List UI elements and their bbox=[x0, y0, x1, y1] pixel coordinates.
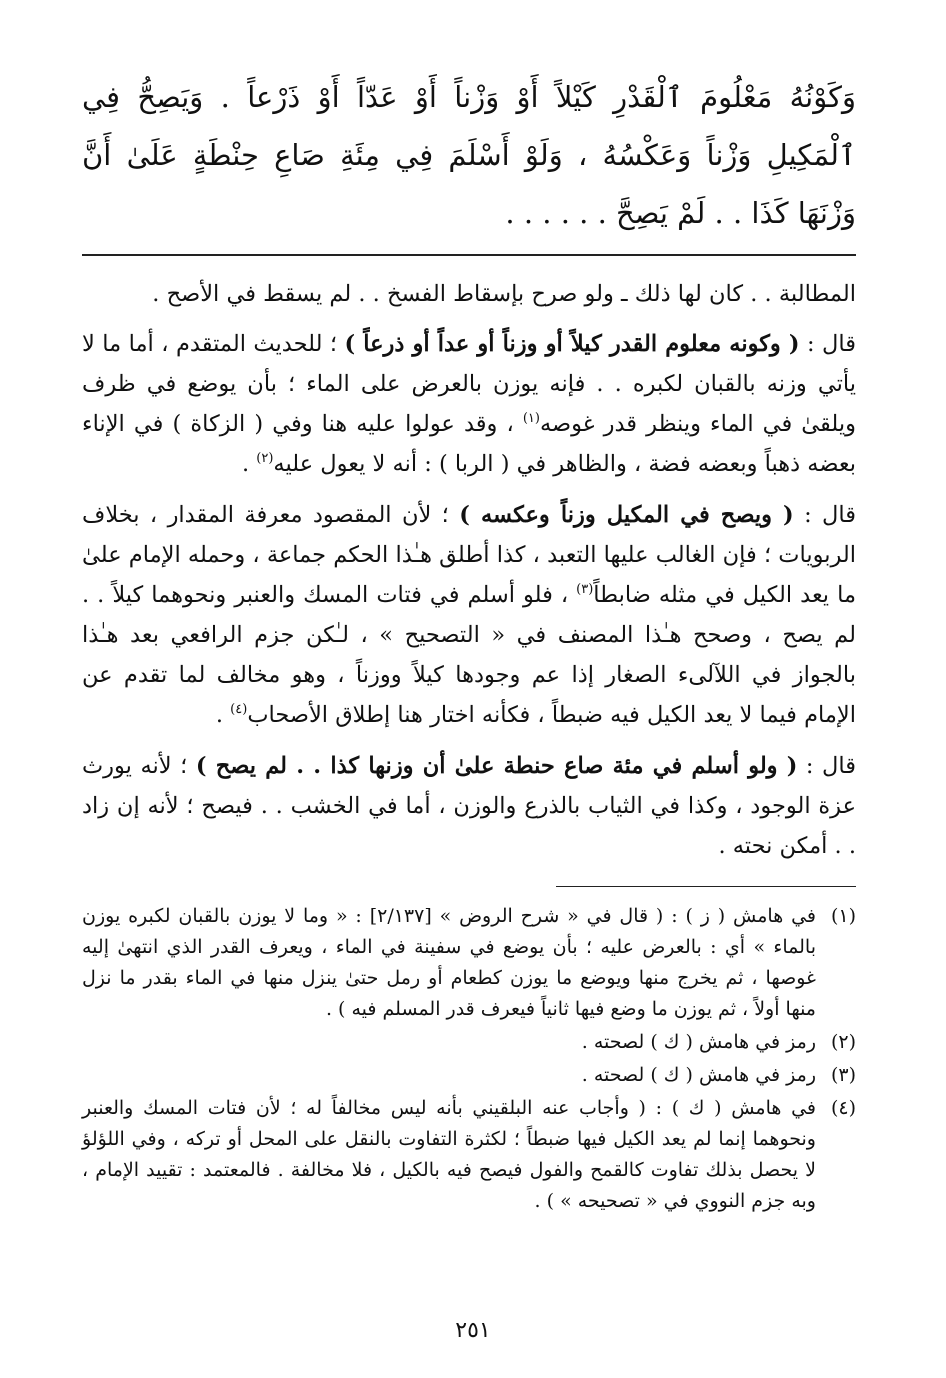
commentary-paragraph-2 bbox=[82, 495, 856, 735]
commentary-paragraph-3 bbox=[82, 746, 856, 866]
footnote bbox=[82, 901, 856, 1025]
footnote-ref[interactable]: (٤) bbox=[230, 702, 248, 717]
qala-label: قال : bbox=[799, 331, 856, 357]
footnote-ref[interactable]: (١) bbox=[522, 411, 540, 426]
footnote-text: رمز في هامش ( ك ) لصحته . bbox=[581, 1031, 816, 1053]
footnote-number: (٤) bbox=[830, 1097, 856, 1119]
commentary-end: . bbox=[241, 451, 257, 477]
qala-label: قال : bbox=[797, 753, 857, 779]
page-number: ٢٥١ bbox=[455, 1318, 491, 1343]
commentary-end: . bbox=[215, 702, 231, 728]
footnotes-divider bbox=[556, 886, 856, 887]
footnote-number: (١) bbox=[830, 905, 856, 927]
commentary-paragraph-0: المطالبة . . كان لها ذلك ـ ولو صرح بإسقاط الفسخ . . لم يسقط في الأصح . bbox=[152, 281, 856, 307]
footnote-ref[interactable]: (٢) bbox=[256, 451, 274, 466]
commentary-body: ؛ للحديث المتقدم ، أما ما لا يأتي وزنه بالقبان لكبره . . فإنه يوزن بالعرض على الماء ؛ بأن يوضع في ظرف ويلقىٰ في الماء وينظر قدر غوصه bbox=[82, 331, 857, 437]
commentary-paragraph-1 bbox=[82, 324, 856, 484]
footnote bbox=[82, 1060, 856, 1091]
footnote-text: في هامش ( ك ) : ( وأجاب عنه البلقيني بأنه ليس مخالفاً له ؛ لأن فتات المسك والعنبر ونحوهما إنما لم يعد الكيل فيها ضبطاً ؛ لكثرة التفاوت بالنقل على المحل أو تركه ، وفي اللؤلؤ لا يحصل بذلك تفاوت كالقمح والفول فيصح فيه بالكيل ، فلا مخالفة . فالمعتمد : تقييد الإمام ، وبه جزم النووي في « تصحيحه » ) . bbox=[82, 1097, 816, 1212]
qala-label: قال : bbox=[793, 502, 856, 528]
footnote-number: (٣) bbox=[830, 1064, 856, 1086]
matn-divider bbox=[82, 254, 856, 256]
commentary bbox=[82, 274, 856, 866]
footnote bbox=[82, 1027, 856, 1058]
matn-quote: ( ويصح في المكيل وزناً وعكسه ) bbox=[459, 502, 794, 528]
matn-quote: ( وكونه معلوم القدر كيلاً أو وزناً أو عداً أو ذرعاً ) bbox=[344, 331, 800, 357]
footnotes bbox=[82, 901, 856, 1217]
commentary-body: ؛ لأن المقصود معرفة المقدار ، بخلاف الربويات ؛ فإن الغالب عليها التعبد ، كذا أطلق هـٰذا الحكم جماعة ، وحمله الإمام علىٰ ما يعد الكيل في مثله ضابطاً bbox=[82, 502, 856, 608]
footnote-number: (٢) bbox=[830, 1031, 856, 1053]
matn-quote: ( ولو أسلم في مئة صاع حنطة علىٰ أن وزنها كذا . . لم يصح ) bbox=[195, 753, 798, 779]
footnote-text: رمز في هامش ( ك ) لصحته . bbox=[581, 1064, 816, 1086]
commentary-body: ، فلو أسلم في فتات المسك والعنبر ونحوهما كيلاً . . لم يصح ، وصحح هـٰذا المصنف في « التصحيح » ، لـٰكن جزم الرافعي بعد هـٰذا بالجواز في اللآلىء الصغار إذا عم وجودها كيلاً ووزناً ، وهو مخالف لما تقدم عن الإمام فيما لا يعد الكيل فيه ضبطاً ، فكأنه اختار هنا إطلاق الأصحاب bbox=[82, 582, 856, 728]
footnote bbox=[82, 1093, 856, 1217]
commentary-body: ؛ لأنه يورث عزة الوجود ، وكذا في الثياب بالذرع والوزن ، أما في الخشب . . فيصح ؛ لأنه إن زاد . . أمكن نحته . bbox=[82, 753, 856, 859]
commentary-body: ، وقد عولوا عليه هنا وفي ( الزكاة ) في الإناء بعضه ذهباً وبعضه فضة ، والظاهر في ( الربا ) : أنه لا يعول عليه bbox=[82, 411, 856, 477]
matn-text: وَكَوْنُهُ مَعْلُومَ ٱلْقَدْرِ كَيْلاً أَوْ وَزْناً أَوْ عَدّاً أَوْ ذَرْعاً . وَيَصِحُّ فِي ٱلْمَكِيلِ وَزْناً وَعَكْسُهُ ، وَلَوْ أَسْلَمَ فِي مِئَةِ صَاعِ حِنْطَةٍ عَلَىٰ أَنَّ وَزْنَهَا كَذَا . . لَمْ يَصِحَّ . . . . . . bbox=[82, 80, 856, 230]
footnote-text: في هامش ( ز ) : ( قال في « شرح الروض » [٢/١٣٧] : « وما لا يوزن بالقبان لكبره يوزن بالماء » أي : بالعرض عليه ؛ بأن يوضع في سفينة في الماء ، ويعرف القدر الذي انتهىٰ إليه غوصها ، ثم يخرج منها ويوضع ما يوزن كطعام أو رمل حتىٰ ينزل منها في الماء بقدر ما نزل منها أولاً ، ثم يوزن ما وضع فيها ثانياً فيعرف قدر المسلم فيه ) . bbox=[82, 905, 816, 1020]
footnote-ref[interactable]: (٣) bbox=[576, 582, 594, 597]
